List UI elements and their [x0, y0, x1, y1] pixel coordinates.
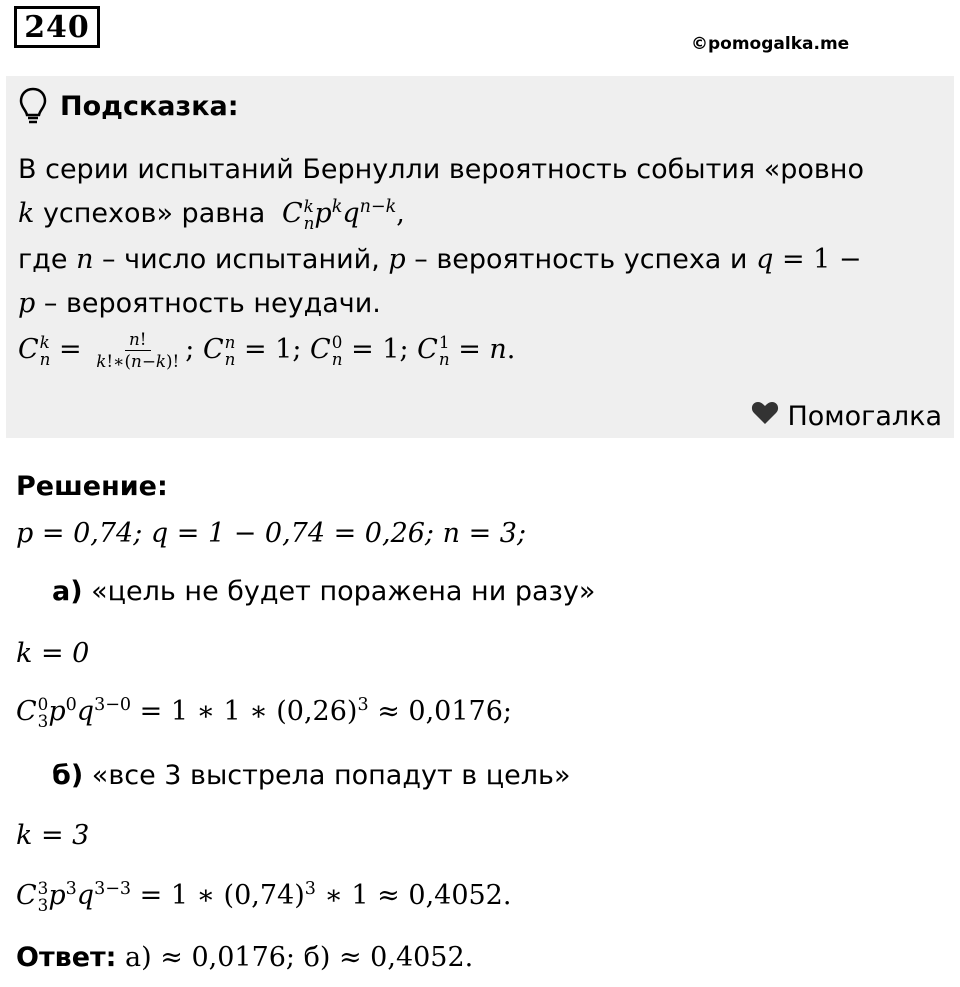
- part-a-label: а): [52, 576, 83, 607]
- part-b-heading: [52, 760, 570, 791]
- lightbulb-icon: [18, 86, 48, 126]
- given-values: p = 0,74; q = 1 − 0,74 = 0,26; n = 3;: [16, 518, 527, 549]
- answer-text: а) ≈ 0,0176; б) ≈ 0,4052.: [116, 942, 474, 973]
- hint-line-4-text: – вероятность неудачи.: [35, 288, 381, 319]
- brand-text: Помогалка: [787, 401, 942, 432]
- hint-line-3-c: – вероятность успеха и: [405, 244, 757, 275]
- heart-icon: [751, 401, 787, 432]
- part-b-k: k = 3: [16, 820, 90, 851]
- brand-label: [751, 401, 942, 432]
- part-b-result: = 1 ∗ (0,74): [131, 880, 305, 912]
- hint-box: [6, 76, 954, 438]
- part-b-label: б): [52, 760, 84, 791]
- part-a-k: k = 0: [16, 638, 90, 669]
- answer-label: Ответ:: [16, 942, 117, 973]
- part-a-result: = 1 ∗ 1 ∗ (0,26): [131, 696, 358, 728]
- answer: [16, 942, 473, 973]
- part-a-tail: ≈ 0,0176;: [368, 696, 512, 728]
- hint-header: [18, 86, 239, 126]
- bernoulli-formula: C k n $p^kq^{n-k}$,: [281, 196, 405, 233]
- hint-line-2: [18, 198, 405, 231]
- var-k: k: [18, 198, 35, 230]
- hint-line-2-text: успехов» равна: [34, 198, 274, 230]
- q-formula: q = 1 −: [756, 244, 862, 275]
- task-number: 240: [14, 6, 100, 48]
- hint-line-1: В серии испытаний Бернулли вероятность события «ровно: [18, 154, 864, 185]
- hint-line-3-b: – число испытаний,: [93, 244, 389, 275]
- solution-title: Решение:: [16, 471, 168, 502]
- part-b-text: «все 3 выстрела попадут в цель»: [91, 760, 571, 791]
- hint-line-3-a: где: [18, 244, 77, 275]
- watermark: ©pomogalka.me: [691, 34, 850, 54]
- hint-title: Подсказка:: [60, 90, 239, 122]
- part-a-heading: [52, 576, 595, 607]
- hint-line-3: где n – число испытаний, p – вероятность успеха и q = 1 −: [18, 244, 862, 275]
- part-b-tail: ∗ 1 ≈ 0,4052.: [315, 880, 512, 912]
- hint-line-4: p – вероятность неудачи.: [18, 288, 381, 319]
- part-a-text: «цель не будет поражена ни разу»: [91, 576, 596, 607]
- part-a-calculation: C 0 3 $p^0q^{3-0} = 1$ ∗ 1 ∗ $(0,26)^3 \approx 0,0176$;: [16, 694, 512, 731]
- part-b-calculation: C 3 3 $p^3q^{3-3} = 1$ ∗ $(0,74)^3$ ∗ 1 ≈ 0,4052.: [16, 878, 512, 915]
- combination-formulas: C k n = $\frac{n!}{k!∗(n-k)!}$ ; C n n = 1; C 0 n = 1; C 1 n = n.: [18, 329, 516, 372]
